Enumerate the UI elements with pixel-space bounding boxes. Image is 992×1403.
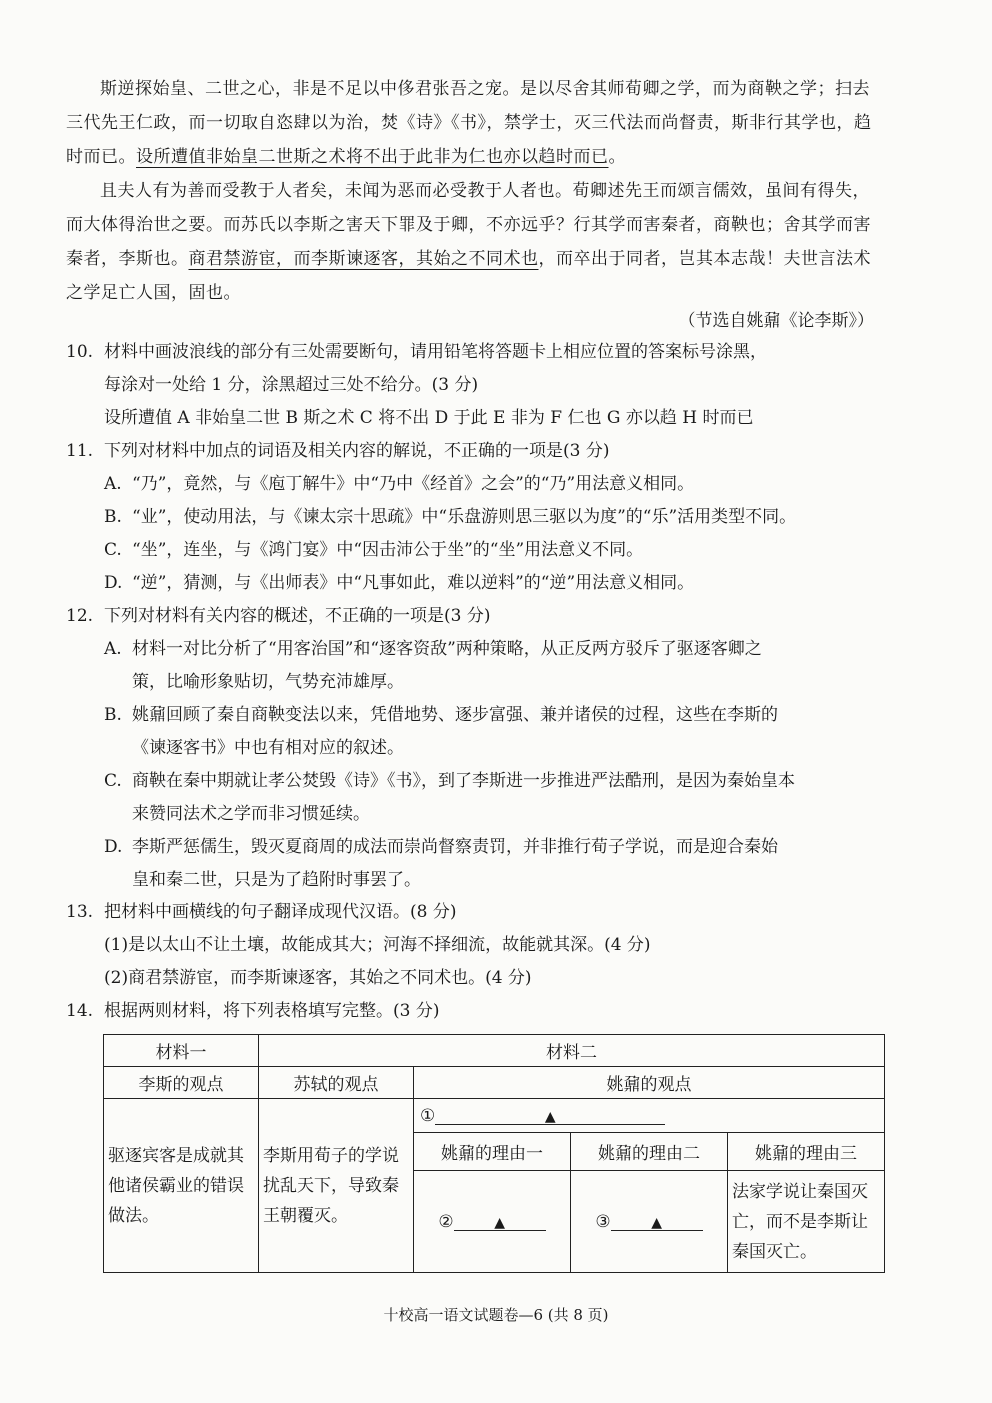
option-c[interactable]: C. 商鞅在秦中期就让孝公焚毁《诗》《书》，到了李斯进一步推进严法酷刑，是因为秦始皇本 [104,771,795,791]
passage-p2-tail: ，而卒出于同者，岂其本志哉！夫世言法术之学足亡人国，固也。 [66,249,871,303]
blank-1-line[interactable] [435,1106,665,1125]
blank-1-number: ① [420,1105,436,1126]
question-number: 13. [66,902,94,922]
underlined-sentence: 商君禁游宦，而李斯谏逐客，其始之不同术也 [188,249,539,269]
passage-source: （节选自姚鼐《论李斯》） [678,311,874,331]
option-a[interactable]: A. “乃”，竟然，与《庖丁解牛》中“乃中《经首》之会”的“乃”用法意义相同。 [104,474,695,494]
question-stem: 下列对材料有关内容的概述，不正确的一项是(3 分) [104,606,491,626]
blank-3-line[interactable] [611,1212,703,1231]
reason-1-header: 姚鼐的理由一 [414,1133,571,1171]
wavy-underlined-sentence: 设所遭值非始皇二世斯之术将不出于此非为仁也亦以趋时而已 [136,147,609,167]
translate-item-2: (2)商君禁游宦，而李斯谏逐客，其始之不同术也。(4 分) [104,968,532,988]
sushi-view-cell: 李斯用荀子的学说扰乱天下，导致秦王朝覆灭。 [259,1099,414,1273]
option-c-cont: 来赞同法术之学而非习惯延续。 [132,804,370,824]
option-b[interactable]: B. “业”，使动用法，与《谏太宗十思疏》中“乐盘游则思三驱以为度”的“乐”活用类型不同。 [104,507,797,527]
triangle-icon: ▲ [494,1214,506,1231]
option-b-cont: 《谏逐客书》中也有相对应的叙述。 [132,738,404,758]
question-stem: 下列对材料中加点的词语及相关内容的解说，不正确的一项是(3 分) [104,441,610,461]
option-a[interactable]: A. 材料一对比分析了“用客治国”和“逐客资敌”两种策略，从正反两方驳斥了驱逐客卿之 [104,639,762,659]
translate-item-1: (1)是以太山不让土壤，故能成其大；河海不择细流，故能就其深。(4 分) [104,935,651,955]
option-c[interactable]: C. “坐”，连坐，与《鸿门宴》中“因击沛公于坐”的“坐”用法意义不同。 [104,540,644,560]
blank-3-cell[interactable] [571,1171,728,1273]
blank-1-cell[interactable] [414,1099,885,1133]
passage-p1-text: 斯逆探始皇、二世之心，非是不足以中侈君张吾之宠。是以尽舍其师荀卿之学，而为商鞅之学；扫去三代先王仁政，而一切取自恣肆以为治，焚《诗》《书》，禁学士，灭三代法而尚督责，斯非行其学也，趋时而已。 [66,79,872,167]
answer-table [103,1034,885,1273]
triangle-icon: ▲ [651,1214,663,1231]
question-12 [66,600,896,897]
page-footer: 十校高一语文试题卷—6 (共 8 页) [383,1306,609,1324]
reason-3-header: 姚鼐的理由三 [728,1133,885,1171]
triangle-icon: ▲ [544,1108,556,1125]
question-number: 10. [66,342,94,362]
blank-2-number: ② [438,1211,454,1232]
passage-paragraph-1: 斯逆探始皇、二世之心，非是不足以中侈君张吾之宠。是以尽舍其师荀卿之学，而为商鞅之学；扫去三代先王仁政，而一切取自恣肆以为治，焚《诗》《书》，禁学士，灭三代法而尚督责，斯非行其学也，趋时而已。设所遭值非始皇二世斯之术将不出于此非为仁也亦以趋时而已。 [66,79,872,167]
option-d-cont: 皇和秦二世，只是为了趋附时事罢了。 [132,870,421,890]
option-d[interactable]: D. 李斯严惩儒生，毁灭夏商周的成法而崇尚督察责罚，并非推行荀子学说，而是迎合秦始 [104,837,778,857]
lisi-view-cell: 驱逐宾客是成就其他诸侯霸业的错误做法。 [104,1099,259,1273]
question-13 [66,896,896,995]
reason-2-header: 姚鼐的理由二 [571,1133,728,1171]
header-yaonai-view: 姚鼐的观点 [414,1067,885,1099]
blank-2-line[interactable] [454,1212,546,1231]
question-number: 14. [66,1001,94,1021]
option-b[interactable]: B. 姚鼐回顾了秦自商鞅变法以来，凭借地势、逐步富强、兼并诸侯的过程，这些在李斯的 [104,705,778,725]
header-material-1: 材料一 [104,1035,259,1067]
reason-3-text: 法家学说让秦国灭亡，而不是李斯让秦国灭亡。 [728,1171,885,1273]
question-stem: 把材料中画横线的句子翻译成现代汉语。(8 分) [104,902,457,922]
question-number: 11. [66,441,94,461]
question-stem: 材料中画波浪线的部分有三处需要断句，请用铅笔将答题卡上相应位置的答案标号涂黑， [104,342,767,362]
header-lisi-view: 李斯的观点 [104,1067,259,1099]
blank-3-number: ③ [595,1211,611,1232]
passage-p2-text: 且夫人有为善而受教于人者矣，未闻为恶而必受教于人者也。荀卿述先王而颂言儒效，虽间有得失，而大体得治世之要。而苏氏以李斯之害天下罪及于卿，不亦远乎？行其学而害秦者，商鞅也；舍其学而害秦者，李斯也。 [66,181,871,269]
question-11 [66,435,896,600]
question-stem: 根据两则材料，将下列表格填写完整。(3 分) [104,1001,440,1021]
header-sushi-view: 苏轼的观点 [259,1067,414,1099]
header-material-2: 材料二 [259,1035,885,1067]
punctuation-line: 设所遭值 A 非始皇二世 B 斯之术 C 将不出 D 于此 E 非为 F 仁也 G 亦以趋 H 时而已 [104,408,754,428]
passage-paragraph-2 [66,174,884,310]
question-14 [66,995,896,1028]
option-d[interactable]: D. “逆”，猜测，与《出师表》中“凡事如此，难以逆料”的“逆”用法意义相同。 [104,573,695,593]
option-a-cont: 策，比喻形象贴切，气势充沛雄厚。 [132,672,404,692]
question-10 [66,336,896,435]
question-number: 12. [66,606,94,626]
blank-2-cell[interactable] [414,1171,571,1273]
question-stem-cont: 每涂对一处给 1 分，涂黑超过三处不给分。(3 分) [104,375,479,395]
